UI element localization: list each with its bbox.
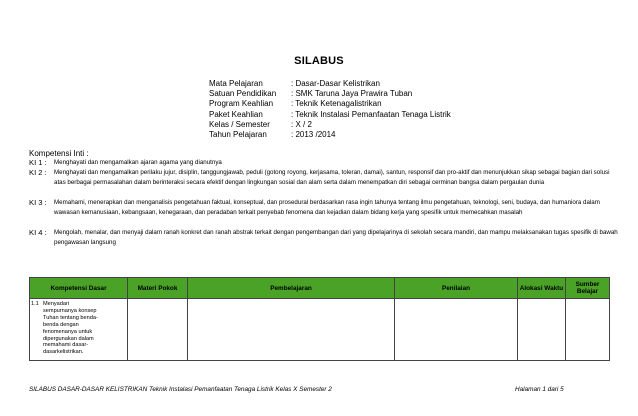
ki-text: Menghayati dan mengamalkan ajaran agama yang dianutnya [54, 159, 222, 166]
footer-page-number: Halaman 1 dari 5 [515, 386, 564, 393]
info-value: : SMK Taruna Jaya Prawira Tuban [291, 89, 413, 99]
info-value: : Teknik Ketenagalistrikan [291, 99, 382, 109]
ki-text: Menghayati dan mengamalkan perilaku jujur, disiplin, tanggungjawab, peduli (gotong royong, kerjasama, toleran, damai), santun, responsif dan pro-aktif dan menunjukkan sikap sebagai bagian dari solusi atas berbagai permasalahan dalam berinteraksi secara efektif dengan lingkungan sosial dan alam serta dalam menempatkan diri sebagai cerminan bangsa dalam pergaulan dunia [54, 169, 610, 186]
info-row-subject [209, 79, 451, 89]
header-pembelajaran: Pembelajaran [188, 278, 395, 299]
ki-text: Mengolah, menalar, dan menyaji dalam ranah konkret dan ranah abstrak terkait dengan pengembangan dari yang dipelajarinya di sekolah secara mandiri, dan mampu melaksanakan tugas spesifik di bawah pengawasan langsung [54, 229, 618, 246]
info-value: : X / 2 [291, 119, 312, 129]
cell-pembelajaran [188, 299, 395, 361]
info-row-class [209, 120, 451, 130]
info-row-school [209, 89, 451, 99]
kd-text: Menyadari sempurnanya konsep Tuhan tentang benda-benda dengan fenomenanya untuk dipergunakan dalam memahami dasar-dasarkelistrikan. [43, 301, 98, 356]
info-label: Program Keahlian [209, 99, 274, 109]
cell-penilaian [395, 299, 518, 361]
header-materi-pokok: Materi Pokok [128, 278, 188, 299]
info-value: : 2013 /2014 [291, 130, 336, 140]
syllabus-table [29, 277, 610, 361]
info-block [209, 79, 451, 140]
ki-label: KI 2 : [29, 168, 47, 177]
document-title: SILABUS [294, 55, 344, 67]
ki-heading: Kompetensi Inti : [29, 149, 89, 158]
ki-label: KI 4 : [29, 228, 47, 237]
table-header-row [30, 278, 610, 299]
info-label: Satuan Pendidikan [209, 89, 277, 99]
info-label: Kelas / Semester [209, 119, 270, 129]
cell-materi-pokok [128, 299, 188, 361]
info-row-year [209, 130, 451, 140]
kd-number: 1.1 [31, 301, 39, 307]
ki-label: KI 1 : [29, 158, 47, 167]
info-label: Mata Pelajaran [209, 79, 263, 88]
header-sumber-belajar: Sumber Belajar [566, 278, 610, 299]
header-kompetensi-dasar: Kompetensi Dasar [30, 278, 128, 299]
info-label: Paket Keahlian [209, 109, 263, 119]
cell-sumber-belajar [566, 299, 610, 361]
info-label: Tahun Pelajaran [209, 130, 267, 140]
header-alokasi-waktu: Alokasi Waktu [518, 278, 566, 299]
cell-alokasi-waktu [518, 299, 566, 361]
footer-left: SILABUS DASAR-DASAR KELISTRIKAN Teknik Instalasi Pemanfaatan Tenaga Listrik Kelas X Semester 2 [29, 386, 332, 393]
info-row-program [209, 99, 451, 109]
cell-kompetensi-dasar [30, 299, 128, 361]
info-row-package [209, 110, 451, 120]
ki-label: KI 3 : [29, 198, 47, 207]
table-row [30, 299, 610, 361]
info-value: : Teknik Instalasi Pemanfaatan Tenaga Listrik [291, 109, 451, 119]
ki-text: Memahami, menerapkan dan menganalisis pengetahuan faktual, konseptual, dan prosedural berdasarkan rasa ingin tahunya tentang ilmu pengetahuan, teknologi, seni, budaya, dan humaniora dalam wawasan kemanusiaan, kebangsaan, kenegaraan, dan peradaban terkait penyebab fenomena dan kejadian dalam bidang kerja yang spesifik untuk memecahkan masalah [54, 199, 600, 216]
header-penilaian: Penilaian [395, 278, 518, 299]
info-value: : Dasar-Dasar Kelistrikan [291, 79, 380, 88]
